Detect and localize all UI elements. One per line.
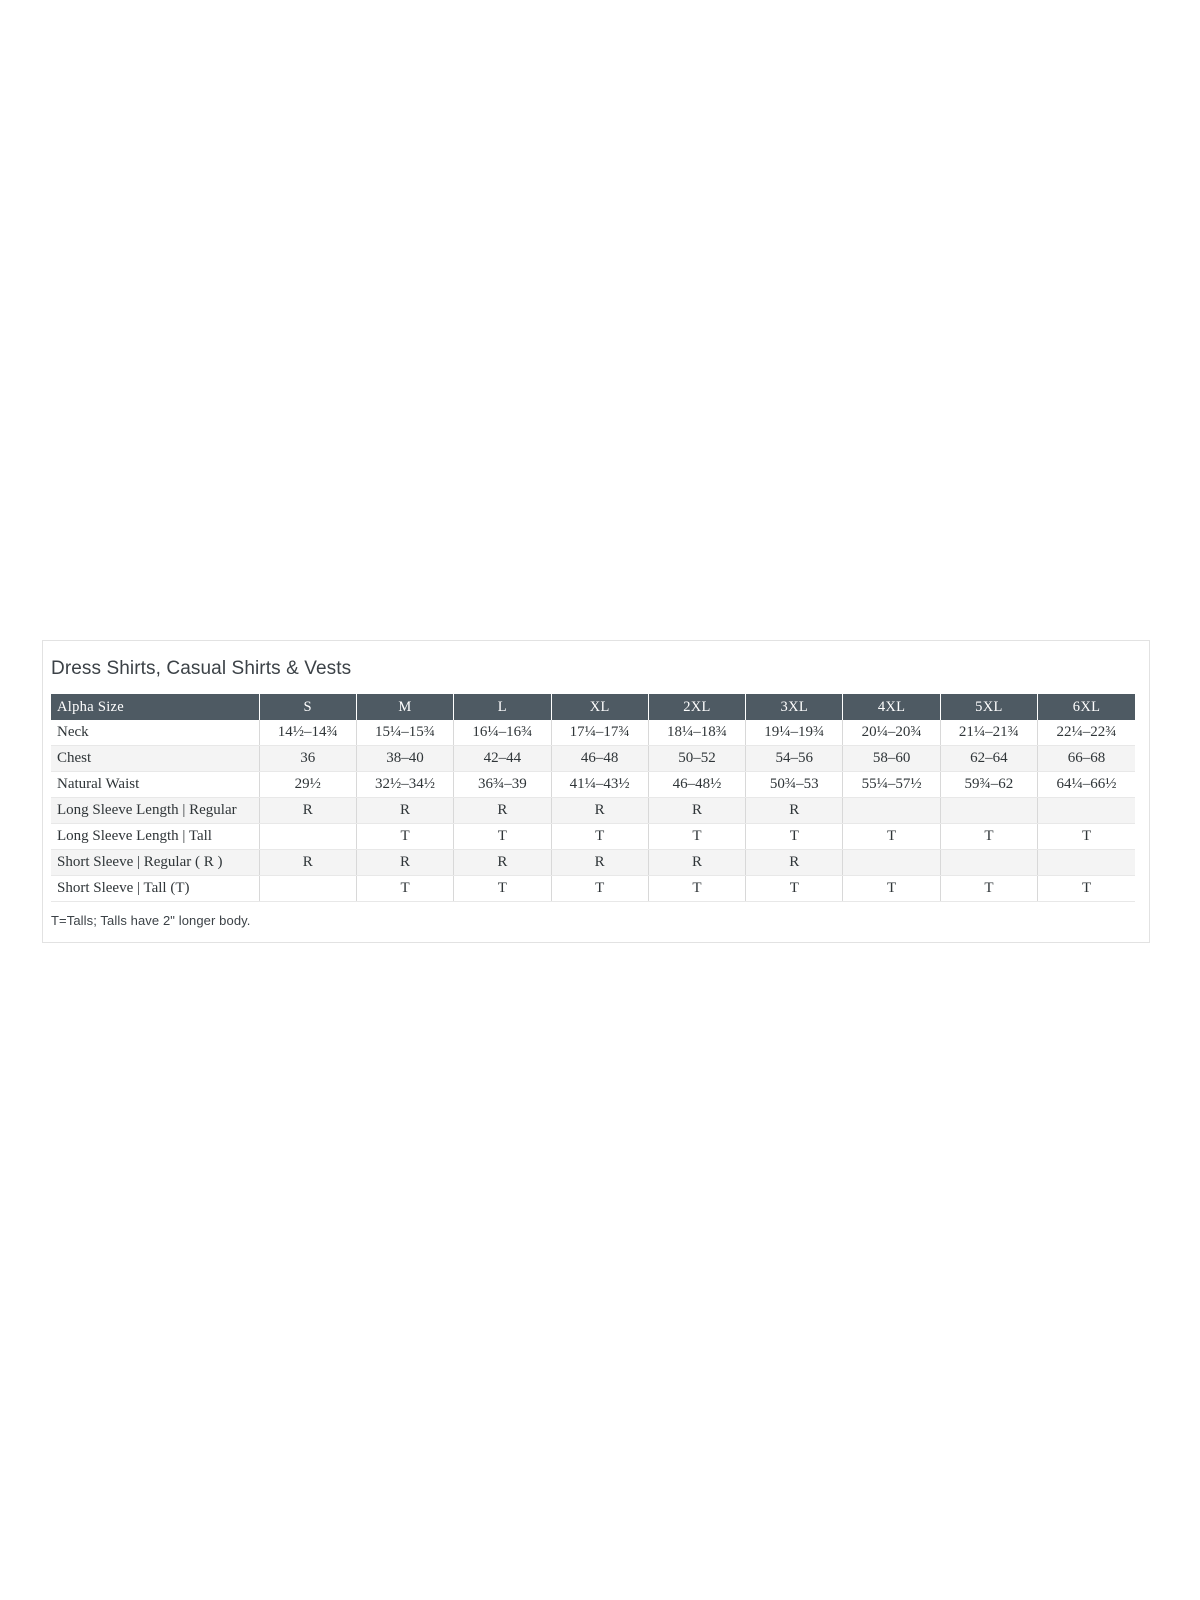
- table-cell: T: [746, 824, 843, 850]
- table-cell: 59¾–62: [940, 772, 1037, 798]
- table-cell: R: [259, 798, 356, 824]
- table-cell: [843, 798, 940, 824]
- table-cell: T: [940, 824, 1037, 850]
- table-cell: 22¼–22¾: [1038, 720, 1135, 746]
- table-cell: 15¼–15¾: [356, 720, 453, 746]
- row-label: Long Sleeve Length | Regular: [51, 798, 259, 824]
- table-cell: 64¼–66½: [1038, 772, 1135, 798]
- table-row: [51, 876, 1135, 902]
- row-label: Natural Waist: [51, 772, 259, 798]
- table-row: [51, 824, 1135, 850]
- table-cell: 17¼–17¾: [551, 720, 648, 746]
- table-cell: R: [356, 850, 453, 876]
- column-header-m: M: [356, 694, 453, 720]
- table-cell: R: [551, 798, 648, 824]
- table-cell: 41¼–43½: [551, 772, 648, 798]
- table-cell: R: [648, 798, 745, 824]
- table-cell: [940, 798, 1037, 824]
- table-header-row: [51, 694, 1135, 720]
- table-cell: 55¼–57½: [843, 772, 940, 798]
- table-cell: T: [746, 876, 843, 902]
- table-header: [51, 694, 1135, 720]
- size-chart-panel: [42, 640, 1150, 943]
- table-cell: 14½–14¾: [259, 720, 356, 746]
- table-footnote: T=Talls; Talls have 2" longer body.: [51, 913, 251, 928]
- table-cell: R: [454, 850, 551, 876]
- table-cell: T: [1038, 876, 1135, 902]
- table-cell: 50–52: [648, 746, 745, 772]
- column-header-l: L: [454, 694, 551, 720]
- table-row: [51, 746, 1135, 772]
- table-cell: [259, 824, 356, 850]
- table-cell: 50¾–53: [746, 772, 843, 798]
- table-cell: [259, 876, 356, 902]
- size-chart-table: [51, 694, 1135, 902]
- table-cell: 36¾–39: [454, 772, 551, 798]
- table-cell: 62–64: [940, 746, 1037, 772]
- table-cell: 38–40: [356, 746, 453, 772]
- table-cell: 18¼–18¾: [648, 720, 745, 746]
- table-cell: 46–48: [551, 746, 648, 772]
- table-cell: 16¼–16¾: [454, 720, 551, 746]
- table-cell: 46–48½: [648, 772, 745, 798]
- table-row: [51, 772, 1135, 798]
- table-cell: T: [454, 824, 551, 850]
- row-label: Neck: [51, 720, 259, 746]
- table-row: [51, 720, 1135, 746]
- table-cell: [843, 850, 940, 876]
- table-cell: [1038, 798, 1135, 824]
- column-header-xl: XL: [551, 694, 648, 720]
- table-cell: T: [356, 824, 453, 850]
- table-cell: T: [843, 824, 940, 850]
- table-cell: R: [454, 798, 551, 824]
- table-cell: R: [648, 850, 745, 876]
- table-cell: T: [551, 824, 648, 850]
- row-label: Short Sleeve | Regular ( R ): [51, 850, 259, 876]
- column-header-3xl: 3XL: [746, 694, 843, 720]
- table-cell: 20¼–20¾: [843, 720, 940, 746]
- column-header-2xl: 2XL: [648, 694, 745, 720]
- row-label: Chest: [51, 746, 259, 772]
- table-cell: T: [356, 876, 453, 902]
- table-row: [51, 850, 1135, 876]
- table-cell: 29½: [259, 772, 356, 798]
- table-cell: 32½–34½: [356, 772, 453, 798]
- table-cell: R: [356, 798, 453, 824]
- table-cell: T: [454, 876, 551, 902]
- table-cell: [940, 850, 1037, 876]
- column-header-alpha-size: Alpha Size: [51, 694, 259, 720]
- table-cell: T: [1038, 824, 1135, 850]
- table-cell: 19¼–19¾: [746, 720, 843, 746]
- column-header-5xl: 5XL: [940, 694, 1037, 720]
- table-cell: R: [746, 798, 843, 824]
- table-cell: T: [551, 876, 648, 902]
- column-header-4xl: 4XL: [843, 694, 940, 720]
- table-cell: R: [259, 850, 356, 876]
- table-cell: T: [940, 876, 1037, 902]
- table-cell: 21¼–21¾: [940, 720, 1037, 746]
- table-cell: 42–44: [454, 746, 551, 772]
- table-body: [51, 720, 1135, 902]
- table-cell: R: [746, 850, 843, 876]
- table-cell: 36: [259, 746, 356, 772]
- table-cell: T: [648, 876, 745, 902]
- column-header-s: S: [259, 694, 356, 720]
- row-label: Long Sleeve Length | Tall: [51, 824, 259, 850]
- column-header-6xl: 6XL: [1038, 694, 1135, 720]
- table-cell: R: [551, 850, 648, 876]
- table-cell: 54–56: [746, 746, 843, 772]
- table-cell: 58–60: [843, 746, 940, 772]
- table-row: [51, 798, 1135, 824]
- table-cell: [1038, 850, 1135, 876]
- row-label: Short Sleeve | Tall (T): [51, 876, 259, 902]
- table-cell: T: [843, 876, 940, 902]
- table-cell: 66–68: [1038, 746, 1135, 772]
- page-title: Dress Shirts, Casual Shirts & Vests: [51, 658, 352, 679]
- table-cell: T: [648, 824, 745, 850]
